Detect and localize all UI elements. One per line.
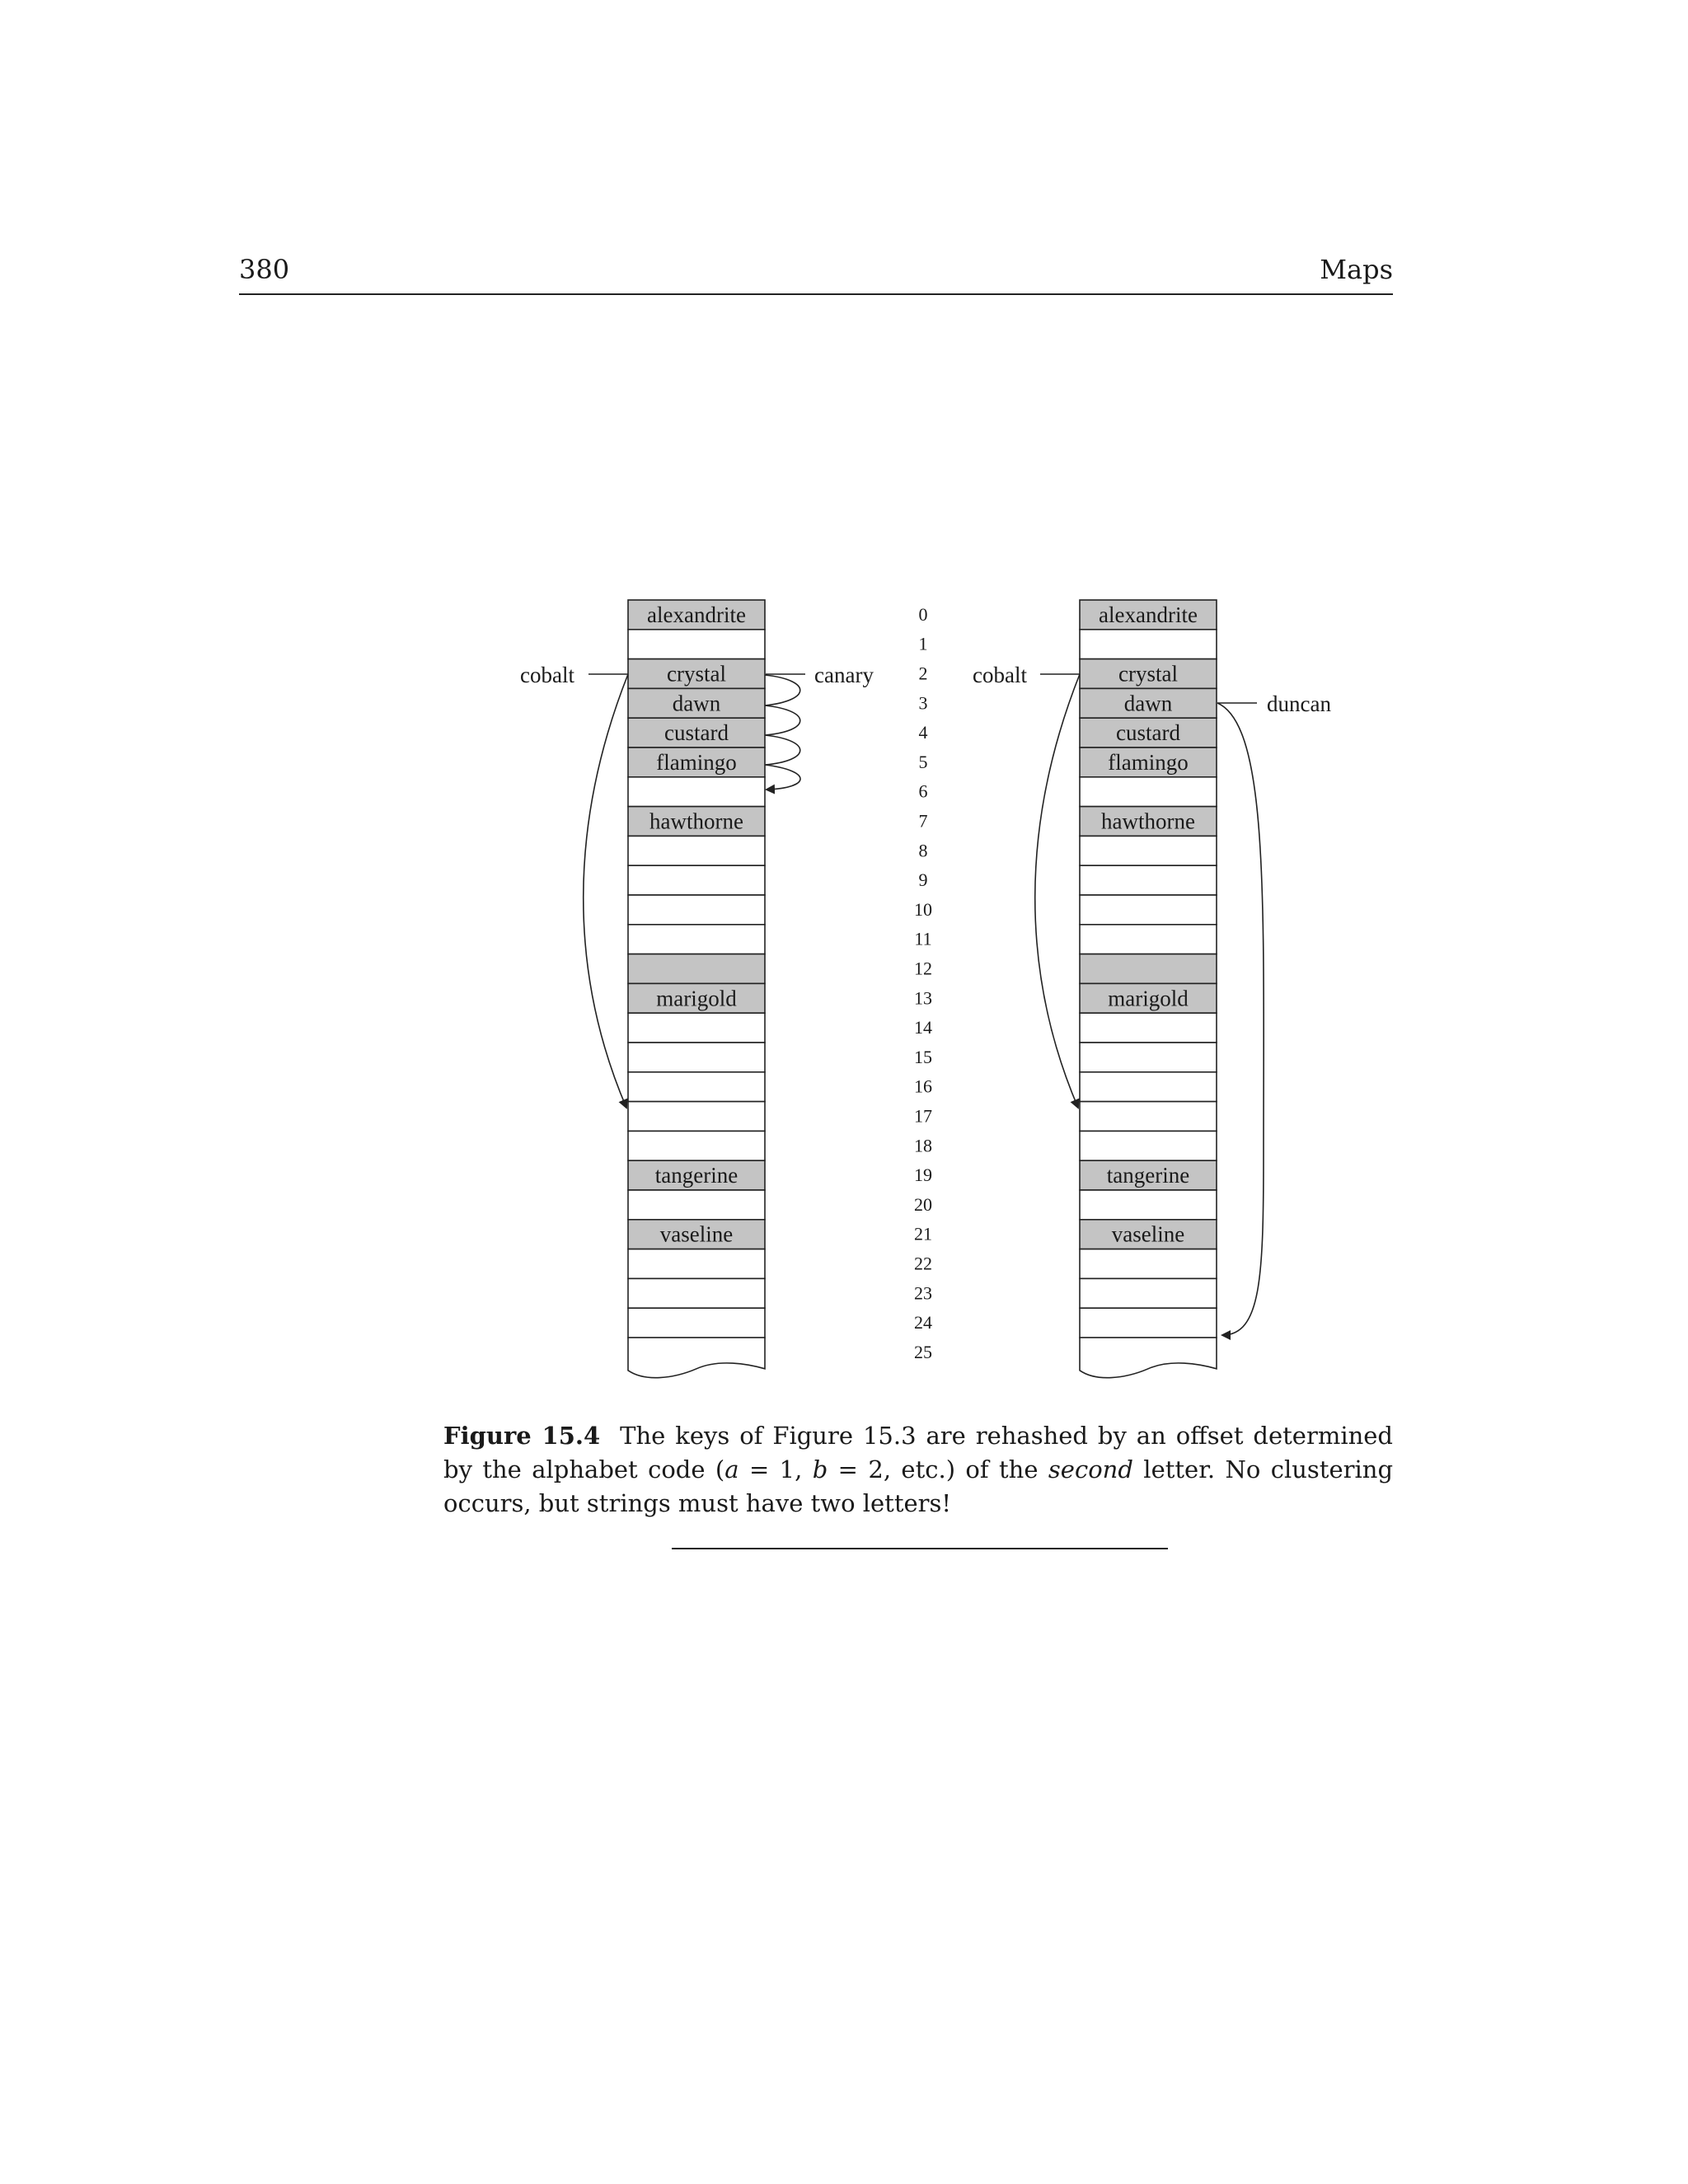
- left-key-3: dawn: [672, 691, 721, 716]
- right-key-7: hawthorne: [1101, 808, 1195, 834]
- math-b: b: [812, 1455, 828, 1483]
- right-key-13: marigold: [1108, 986, 1189, 1011]
- right-slot-1: [1080, 630, 1217, 659]
- right-key-3: dawn: [1123, 691, 1173, 716]
- right-slot-23: [1080, 1278, 1217, 1308]
- left-slot-1: [628, 630, 765, 659]
- slot-index-22: 22: [914, 1253, 932, 1274]
- slot-index-5: 5: [918, 751, 928, 772]
- cobalt-label-left: cobalt: [520, 663, 574, 687]
- slot-index-6: 6: [918, 780, 928, 802]
- slot-index-9: 9: [918, 869, 928, 891]
- left-slot-9: [628, 865, 765, 895]
- right-key-0: alexandrite: [1099, 602, 1198, 627]
- slot-index-13: 13: [914, 987, 932, 1009]
- slot-index-16: 16: [914, 1076, 932, 1097]
- left-slot-23: [628, 1278, 765, 1308]
- right-slot-24: [1080, 1308, 1217, 1338]
- right-key-19: tangerine: [1106, 1163, 1190, 1188]
- left-key-5: flamingo: [656, 749, 737, 775]
- right-slot-10: [1080, 895, 1217, 925]
- right-slot-11: [1080, 925, 1217, 954]
- slot-index-15: 15: [914, 1046, 932, 1067]
- left-slot-18: [628, 1131, 765, 1160]
- slot-index-17: 17: [914, 1105, 932, 1127]
- caption-text-1: The keys of Figure 15.3 are rehashed by an offset determined by the alphabet code (: [443, 1422, 1393, 1483]
- left-slot-8: [628, 836, 765, 865]
- duncan-label: duncan: [1267, 691, 1331, 716]
- slot-index-24: 24: [914, 1312, 932, 1333]
- slot-index-0: 0: [918, 603, 928, 625]
- slot-index-8: 8: [918, 840, 928, 861]
- cobalt-label-right: cobalt: [973, 663, 1027, 687]
- slot-index-10: 10: [914, 898, 932, 920]
- slot-index-21: 21: [914, 1223, 932, 1244]
- canary-probe-arrow: [765, 675, 800, 790]
- right-key-2: crystal: [1118, 661, 1178, 687]
- right-slot-14: [1080, 1013, 1217, 1043]
- page-number: 380: [239, 254, 290, 285]
- index-column: [914, 604, 932, 1362]
- left-hash-table: [628, 600, 765, 1378]
- math-a: a: [724, 1455, 739, 1483]
- caption-text-4: letter. No clustering occurs, but strings must have two letters!: [443, 1455, 1394, 1517]
- caption-text-2: = 1,: [738, 1455, 813, 1483]
- right-slot-8: [1080, 836, 1217, 865]
- left-key-7: hawthorne: [649, 808, 743, 834]
- slot-index-7: 7: [918, 810, 928, 832]
- right-slot-15: [1080, 1043, 1217, 1072]
- left-key-0: alexandrite: [647, 602, 746, 627]
- right-key-4: custard: [1116, 720, 1180, 746]
- left-slot-20: [628, 1190, 765, 1220]
- right-slot-20: [1080, 1190, 1217, 1220]
- left-slot-10: [628, 895, 765, 925]
- left-key-13: marigold: [656, 986, 737, 1011]
- left-key-4: custard: [664, 720, 729, 746]
- canary-label: canary: [814, 663, 874, 687]
- slot-index-20: 20: [914, 1193, 932, 1215]
- left-slot-11: [628, 925, 765, 954]
- right-slot-16: [1080, 1072, 1217, 1102]
- figure-label: Figure 15.4: [443, 1422, 601, 1450]
- right-key-5: flamingo: [1108, 749, 1189, 775]
- left-key-19: tangerine: [654, 1163, 738, 1188]
- slot-index-25: 25: [914, 1341, 932, 1362]
- figure-caption: [443, 1419, 1393, 1521]
- left-slot-22: [628, 1249, 765, 1279]
- right-hash-table: [1080, 600, 1217, 1378]
- right-slot-17: [1080, 1102, 1217, 1132]
- duncan-probe-arrow: [1217, 703, 1264, 1335]
- right-slot-9: [1080, 865, 1217, 895]
- left-slot-25: [628, 1338, 765, 1378]
- right-slot-12: [1080, 954, 1217, 984]
- slot-index-4: 4: [918, 722, 928, 743]
- left-slot-6: [628, 777, 765, 807]
- caption-emphasis: second: [1048, 1455, 1133, 1483]
- right-slot-22: [1080, 1249, 1217, 1279]
- caption-text-3: = 2, etc.) of the: [828, 1455, 1048, 1483]
- right-key-21: vaseline: [1111, 1221, 1185, 1247]
- slot-index-23: 23: [914, 1282, 932, 1304]
- left-slot-24: [628, 1308, 765, 1338]
- slot-index-3: 3: [918, 692, 928, 714]
- cobalt-probe-arrow-right: [1035, 674, 1080, 1108]
- slot-index-1: 1: [918, 633, 928, 654]
- slot-index-14: 14: [914, 1017, 932, 1038]
- right-slot-18: [1080, 1131, 1217, 1160]
- slot-index-18: 18: [914, 1135, 932, 1156]
- running-title: Maps: [1320, 254, 1393, 285]
- left-slot-12: [628, 954, 765, 984]
- left-key-2: crystal: [667, 661, 726, 687]
- left-slot-14: [628, 1013, 765, 1043]
- cobalt-probe-arrow-left: [584, 674, 628, 1108]
- slot-index-2: 2: [918, 663, 928, 684]
- figure-bottom-rule: [672, 1548, 1168, 1549]
- right-slot-6: [1080, 777, 1217, 807]
- left-slot-17: [628, 1102, 765, 1132]
- slot-index-19: 19: [914, 1165, 932, 1186]
- left-key-21: vaseline: [659, 1221, 734, 1247]
- left-slot-15: [628, 1043, 765, 1072]
- slot-index-12: 12: [914, 958, 932, 979]
- left-slot-16: [628, 1072, 765, 1102]
- right-slot-25: [1080, 1338, 1217, 1378]
- slot-index-11: 11: [914, 928, 932, 949]
